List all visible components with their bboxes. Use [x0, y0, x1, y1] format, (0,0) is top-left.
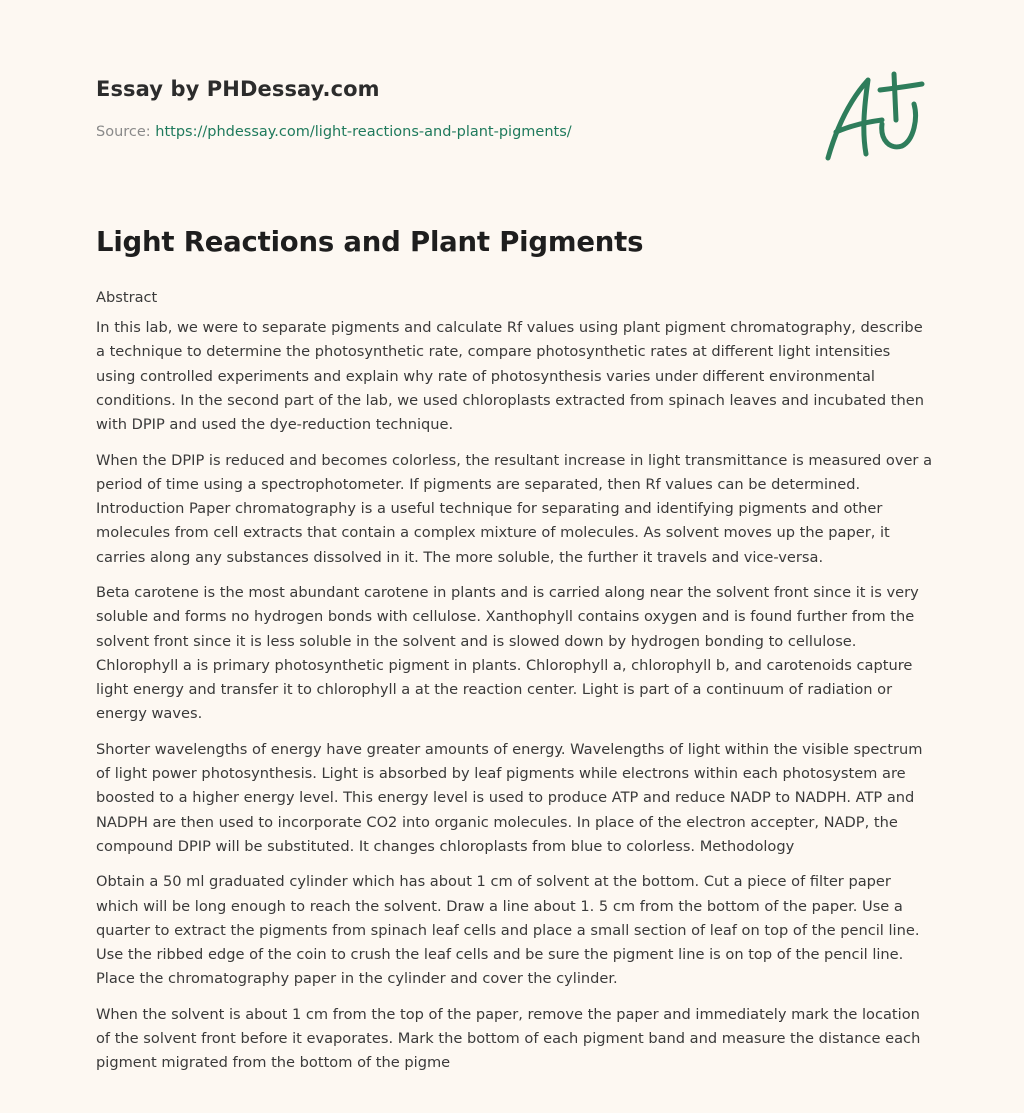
article-body — [96, 286, 932, 1087]
source-label: Source: — [96, 124, 151, 140]
a-plus-logo-icon — [822, 68, 926, 164]
article-title: Light Reactions and Plant Pigments — [96, 226, 644, 258]
abstract-heading: Abstract — [96, 289, 158, 306]
paragraph: Beta carotene is the most abundant carotene in plants and is carried along near the solvent front since it is very soluble and forms no hydrogen bonds with cellulose. Xanthophyll contains oxygen and is found further from the solvent front since it is less soluble in the solvent and is slowed down by hydrogen bonding to cellulose. Chlorophyll a is primary photosynthetic pigment in plants. Chlorophyll a, chlorophyll b, and carotenoids capture light energy and transfer it to chlorophyll a at the reaction center. Light is part of a continuum of radiation or energy waves. — [96, 584, 919, 723]
source-line — [96, 124, 572, 140]
source-link[interactable]: https://phdessay.com/light-reactions-and-plant-pigments/ — [155, 124, 572, 140]
paragraph: Shorter wavelengths of energy have greater amounts of energy. Wavelengths of light within the visible spectrum of light power photosynthesis. Light is absorbed by leaf pigments while electrons within each photosystem are boosted to a higher energy level. This energy level is used to produce ATP and reduce NADP to NADPH. ATP and NADPH are then used to incorporate CO2 into organic molecules. In place of the electron accepter, NADP, the compound DPIP will be substituted. It changes chloroplasts from blue to colorless. Methodology — [96, 740, 923, 855]
site-title: Essay by PHDessay.com — [96, 77, 380, 101]
paragraph: When the DPIP is reduced and becomes colorless, the resultant increase in light transmittance is measured over a period of time using a spectrophotometer. If pigments are separated, then Rf values can be determined. Introduction Paper chromatography is a useful technique for separating and identifying pigments and other molecules from cell extracts that contain a complex mixture of molecules. As solvent moves up the paper, it carries along any substances dissolved in it. The more soluble, the further it travels and vice-versa. — [96, 451, 933, 566]
paragraph: When the solvent is about 1 cm from the top of the paper, remove the paper and immediately mark the location of the solvent front before it evaporates. Mark the bottom of each pigment band and measure the distance each pigment migrated from the bottom of the pigme — [96, 1005, 921, 1072]
paragraph: Obtain a 50 ml graduated cylinder which has about 1 cm of solvent at the bottom. Cut a piece of filter paper which will be long enough to reach the solvent. Draw a line about 1. 5 cm from the bottom of the paper. Use a quarter to extract the pigments from spinach leaf cells and place a small section of leaf on top of the pencil line. Use the ribbed edge of the coin to crush the leaf cells and be sure the pigment line is on top of the pencil line. Place the chromatography paper in the cylinder and cover the cylinder. — [96, 873, 920, 988]
paragraph: In this lab, we were to separate pigments and calculate Rf values using plant pigment chromatography, describe a technique to determine the photosynthetic rate, compare photosynthetic rates at different light intensities using controlled experiments and explain why rate of photosynthesis varies under different environmental conditions. In the second part of the lab, we used chloroplasts extracted from spinach leaves and incubated then with DPIP and used the dye-reduction technique. — [96, 319, 924, 434]
